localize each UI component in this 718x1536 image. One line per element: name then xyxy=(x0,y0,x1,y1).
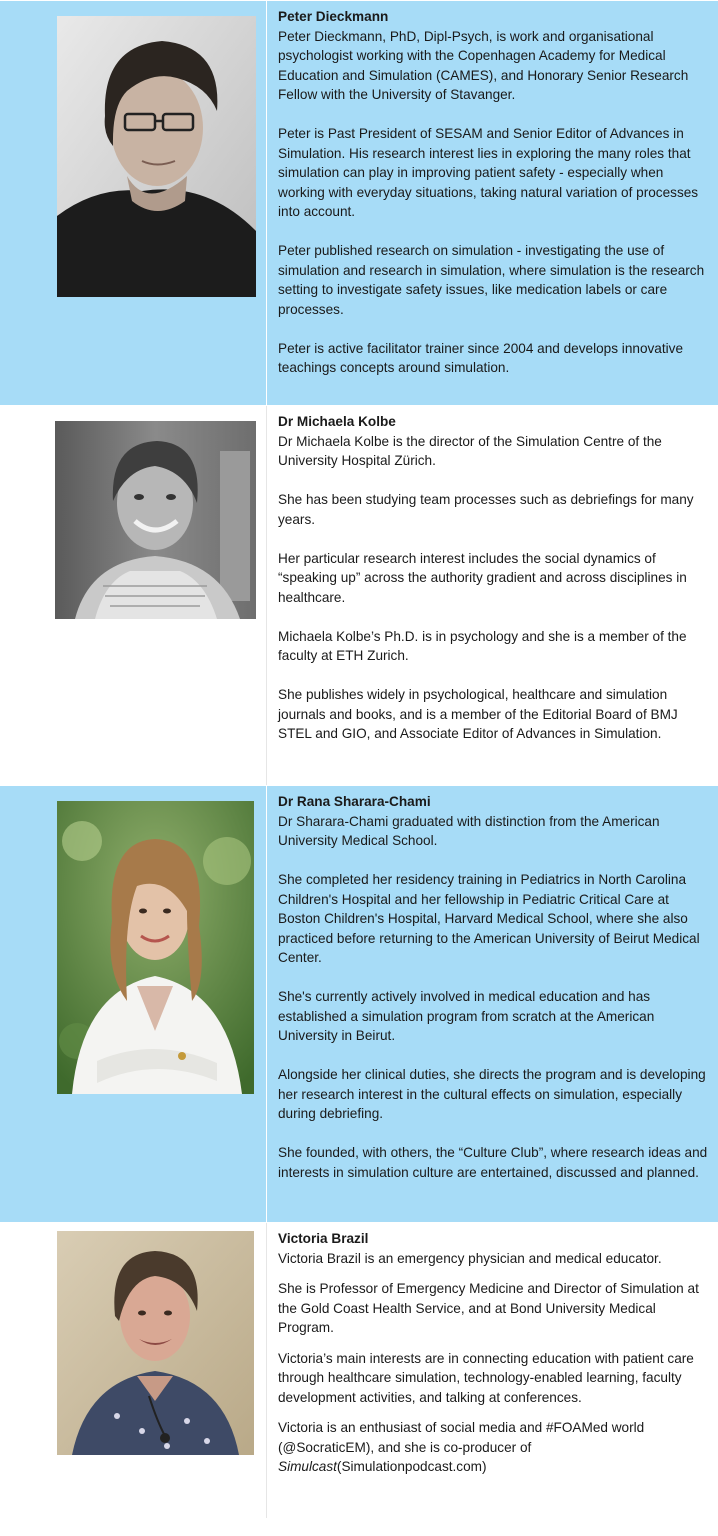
portrait-photo-peter-dieckmann xyxy=(57,16,256,297)
bio-paragraph: Victoria’s main interests are in connecting education with patient care through healthcare simulation, technology-enabled learning, faculty development activities, and talking at conferences. xyxy=(278,1350,694,1405)
photo-cell xyxy=(0,786,267,1222)
bio-paragraph: Michaela Kolbe’s Ph.D. is in psychology and she is a member of the faculty at ETH Zurich. xyxy=(278,628,687,663)
profile-name: Victoria Brazil xyxy=(278,1231,369,1246)
bio-paragraph: She completed her residency training in Pediatrics in North Carolina Children's Hospital and her fellowship in Pediatric Critical Care at Boston Children's Hospital, Harvard Medical School, where she also practiced before returning to the American University of Beirut Medical Center. xyxy=(278,872,700,965)
photo-cell xyxy=(0,406,267,785)
bio-text xyxy=(267,1,718,405)
bio-paragraph: Peter is active facilitator trainer since 2004 and develops innovative teachings concepts around simulation. xyxy=(278,340,684,375)
bio-paragraph: She is Professor of Emergency Medicine and Director of Simulation at the Gold Coast Health Service, and at Bond University Medical Program. xyxy=(278,1281,699,1335)
portrait-photo-michaela-kolbe xyxy=(55,421,256,619)
bio-paragraph: Her particular research interest includes the social dynamics of “speaking up” across the authority gradient and across disciplines in healthcare. xyxy=(278,550,687,605)
profile-row-victoria-brazil xyxy=(0,1223,718,1519)
photo-cell xyxy=(0,1,267,405)
bio-text-after: (Simulationpodcast.com) xyxy=(336,1459,487,1474)
bio-text xyxy=(267,406,718,785)
profile-name: Dr Michaela Kolbe xyxy=(278,414,396,429)
bio-paragraph: Victoria Brazil is an emergency physician and medical educator. xyxy=(278,1250,662,1266)
bio-paragraph: She has been studying team processes such as debriefings for many years. xyxy=(278,492,694,527)
bio-paragraph: Peter Dieckmann, PhD, Dipl-Psych, is work and organisational psychologist working with the Copenhagen Academy for Medical Education and Simulation (CAMES), and Honorary Senior Research Fellow with the University of Stavanger. xyxy=(278,28,689,102)
bio-paragraph: Peter published research on simulation - investigating the use of simulation and research in simulation, where simulation is the research setting to investigate safety issues, like medication labels or care processes. xyxy=(278,243,705,317)
profile-row-michaela-kolbe xyxy=(0,406,718,786)
bio-paragraph: She's currently actively involved in medical education and has established a simulation program from scratch at the American University in Beirut. xyxy=(278,989,655,1043)
bio-paragraph: Peter is Past President of SESAM and Senior Editor of Advances in Simulation. His research interest lies in exploring the many roles that simulation can play in improving patient safety - especially when working with everyday situations, taking natural variation of processes into account. xyxy=(278,126,699,219)
profile-name: Peter Dieckmann xyxy=(278,9,389,24)
bio-paragraph: Dr Michaela Kolbe is the director of the Simulation Centre of the University Hospital Zürich. xyxy=(278,433,662,468)
bio-paragraph: Alongside her clinical duties, she directs the program and is developing her research interest in the cultural effects on simulation, especially during debriefing. xyxy=(278,1067,706,1121)
bio-text xyxy=(267,1223,718,1518)
bio-paragraph: She founded, with others, the “Culture Club”, where research ideas and interests in simulation culture are entertained, discussed and planned. xyxy=(278,1145,708,1180)
bio-paragraph-social xyxy=(278,1418,708,1477)
bio-paragraph: Dr Sharara-Chami graduated with distinction from the American University Medical School. xyxy=(278,813,660,848)
portrait-photo-rana-sharara-chami xyxy=(57,801,254,1094)
bio-paragraph: She publishes widely in psychological, healthcare and simulation journals and books, and is a member of the Editorial Board of BMJ STEL and GIO, and Associate Editor of Advances in Simulation. xyxy=(278,687,678,741)
bio-text-before: Victoria is an enthusiast of social media and #FOAMed world (@SocraticEM), and she is co-producer of xyxy=(278,1420,645,1455)
photo-cell xyxy=(0,1223,267,1518)
profile-row-peter-dieckmann xyxy=(0,1,718,406)
bio-text xyxy=(267,786,718,1222)
portrait-photo-victoria-brazil xyxy=(57,1231,254,1455)
profile-row-rana-sharara-chami xyxy=(0,786,718,1223)
podcast-title: Simulcast xyxy=(278,1459,337,1474)
profile-name: Dr Rana Sharara-Chami xyxy=(278,794,431,809)
